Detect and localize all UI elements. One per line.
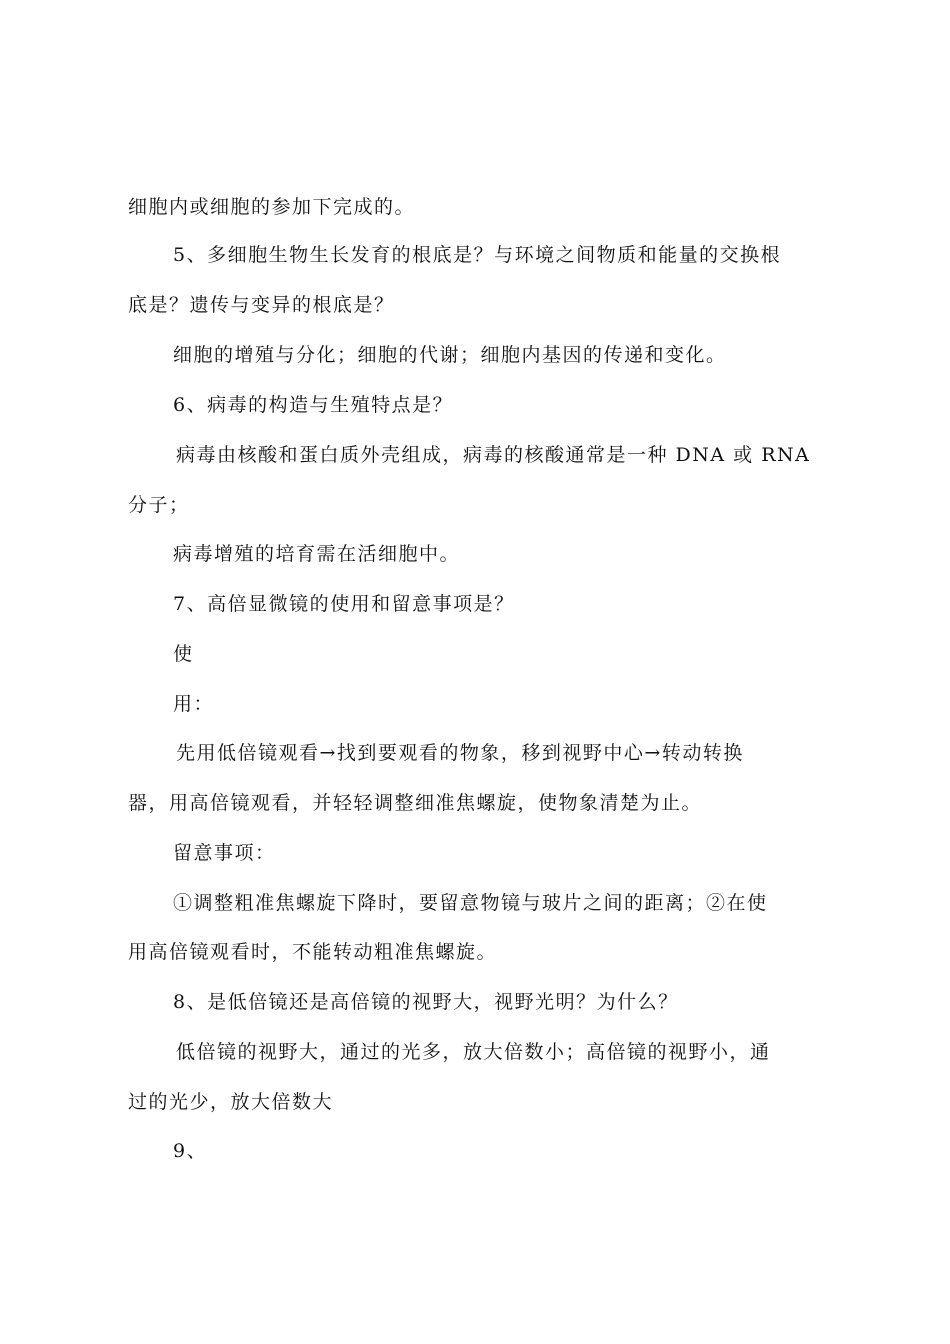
question-7: 7、高倍显微镜的使用和留意事项是？ [173, 593, 515, 615]
question-9: 9、 [173, 1140, 208, 1162]
question-8: 8、是低倍镜还是高倍镜的视野大，视野光明？为什么？ [173, 991, 679, 1013]
answer-6-part-1-continued: 分子； [128, 494, 190, 516]
answer-8-continued: 过的光少，放大倍数大 [128, 1091, 334, 1113]
notes-content-continued: 用高倍镜观看时，不能转动粗准焦螺旋。 [128, 941, 498, 963]
text-line-continuation: 细胞内或细胞的参加下完成的。 [128, 196, 416, 218]
question-5: 5、多细胞生物生长发育的根底是？与环境之间物质和能量的交换根 [173, 244, 782, 266]
usage-heading-char-2: 用： [173, 693, 215, 715]
question-6: 6、病毒的构造与生殖特点是？ [173, 394, 454, 416]
usage-heading-char-1: 使 [173, 643, 194, 665]
usage-steps-continued: 器，用高倍镜观看，并轻轻调整细准焦螺旋，使物象清楚为止。 [128, 792, 703, 814]
answer-6-part-1: 病毒由核酸和蛋白质外壳组成，病毒的核酸通常是一种 DNA 或 RNA [176, 444, 811, 466]
answer-8: 低倍镜的视野大，通过的光多，放大倍数小；高倍镜的视野小，通 [176, 1041, 771, 1063]
usage-steps: 先用低倍镜观看→找到要观看的物象，移到视野中心→转动转换 [176, 742, 744, 764]
answer-6-part-2: 病毒增殖的培育需在活细胞中。 [173, 543, 461, 565]
question-5-continued: 底是？遗传与变异的根底是？ [128, 294, 395, 316]
answer-5: 细胞的增殖与分化；细胞的代谢；细胞内基因的传递和变化。 [173, 344, 727, 366]
notes-heading: 留意事项： [173, 842, 276, 864]
notes-content: ①调整粗准焦螺旋下降时，要留意物镜与玻片之间的距离；②在使 [173, 892, 768, 914]
